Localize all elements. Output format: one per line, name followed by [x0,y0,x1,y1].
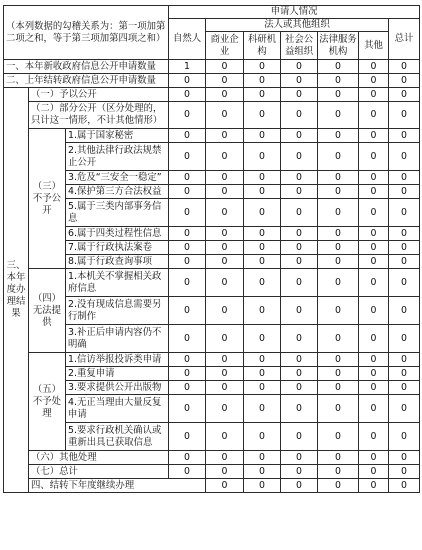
cell-value: 0 [389,451,420,465]
cell-value: 0 [318,199,359,227]
cell-value: 0 [169,88,206,102]
cell-value: 0 [389,102,420,129]
row-label: 7.属于行政执法案卷 [66,241,169,255]
cell-value: 0 [281,451,318,465]
cell-value: 0 [389,395,420,423]
cell-value: 0 [206,465,244,479]
cell-value: 0 [359,451,389,465]
cell-value: 0 [169,102,206,129]
table-row [4,479,420,493]
group-label: （四）无法提供 [29,269,66,353]
cell-value: 0 [281,74,318,88]
row-label: 一、本年新收政府信息公开申请数量 [4,60,169,74]
row-label: 3.危及“三安全一稳定” [66,171,169,185]
cell-value: 0 [206,129,244,143]
cell-value: 0 [389,297,420,325]
table-row [4,102,420,129]
cell-value: 0 [206,227,244,241]
cell-value: 0 [169,129,206,143]
cell-value: 0 [359,269,389,297]
cell-value: 0 [244,297,281,325]
cell-value: 0 [244,269,281,297]
table-row [4,185,420,199]
cell-value: 0 [206,102,244,129]
table-row [4,465,420,479]
cell-value: 0 [318,241,359,255]
cell-value: 0 [359,143,389,171]
cell-value: 0 [169,451,206,465]
cell-value: 0 [281,255,318,269]
section-three-label: 三、本年度办理结果 [4,88,29,493]
cell-value: 0 [318,129,359,143]
cell-value: 0 [206,185,244,199]
header-note: （本列数据的勾稽关系为：第一项加第二项之和，等于第三项加第四项之和） [4,6,169,60]
group-label: （五）不予处理 [29,353,66,451]
cell-value: 0 [281,395,318,423]
cell-value: 0 [318,423,359,451]
cell-value: 0 [169,269,206,297]
cell-value: 0 [244,88,281,102]
cell-value: 0 [169,381,206,395]
cell-value: 0 [359,171,389,185]
cell-value: 0 [359,74,389,88]
header-legal-service: 法律服务机构 [318,32,359,60]
table-row [4,325,420,353]
row-label: （六）其他处理 [29,451,169,465]
cell-value: 0 [281,88,318,102]
cell-value: 1 [169,60,206,74]
disclosure-table [3,5,420,493]
cell-value: 0 [359,325,389,353]
cell-value: 0 [169,297,206,325]
cell-value: 0 [169,395,206,423]
table-row [4,381,420,395]
cell-value: 0 [206,297,244,325]
cell-value: 0 [169,227,206,241]
cell-value: 0 [318,185,359,199]
cell-value: 0 [244,395,281,423]
cell-value: 0 [281,269,318,297]
cell-value: 0 [318,479,359,493]
cell-value: 0 [359,241,389,255]
disclosure-table-container [3,5,419,493]
table-row [4,60,420,74]
cell-value: 0 [244,241,281,255]
row-label: （二）部分公开（区分处理的，只计这一情形，不计其他情形） [29,102,169,129]
table-row [4,171,420,185]
cell-value: 0 [169,241,206,255]
cell-value: 0 [244,381,281,395]
cell-value: 0 [359,88,389,102]
cell-value: 0 [389,325,420,353]
cell-value: 0 [206,143,244,171]
table-row [4,129,420,143]
cell-value: 0 [359,185,389,199]
cell-value: 0 [281,185,318,199]
cell-value: 0 [318,171,359,185]
row-label: 二、上年结转政府信息公开申请数量 [4,74,169,88]
cell-value: 0 [389,269,420,297]
row-label: 2.其他法律行政法规禁止公开 [66,143,169,171]
cell-value: 0 [389,199,420,227]
cell-value: 0 [206,74,244,88]
cell-value: 0 [389,129,420,143]
cell-value: 0 [318,451,359,465]
cell-value: 0 [244,325,281,353]
cell-value: 0 [318,88,359,102]
row-label: 2.没有现成信息需要另行制作 [66,297,169,325]
cell-value: 0 [389,353,420,367]
cell-value: 0 [169,185,206,199]
cell-value: 0 [244,60,281,74]
cell-value: 0 [244,255,281,269]
table-row [4,227,420,241]
cell-value: 0 [359,423,389,451]
cell-value: 0 [389,367,420,381]
table-row [4,353,420,367]
cell-value: 0 [389,255,420,269]
cell-value: 0 [318,255,359,269]
row-label: （七）总计 [29,465,169,479]
cell-value: 0 [318,395,359,423]
row-label: 3.补正后申请内容仍不明确 [66,325,169,353]
cell-value: 0 [206,353,244,367]
cell-value: 0 [318,381,359,395]
cell-value: 0 [389,143,420,171]
header-other: 其他 [359,32,389,60]
cell-value: 0 [244,227,281,241]
cell-value: 0 [359,227,389,241]
cell-value: 0 [318,325,359,353]
cell-value: 0 [389,88,420,102]
cell-value: 0 [389,74,420,88]
cell-value: 0 [389,171,420,185]
cell-value: 0 [281,241,318,255]
header-research: 科研机构 [244,32,281,60]
cell-value: 0 [206,479,244,493]
header-applicant: 申请人情况 [169,6,420,19]
cell-value: 0 [359,465,389,479]
table-row [4,423,420,451]
table-row [4,241,420,255]
cell-value: 0 [359,381,389,395]
cell-value: 0 [281,199,318,227]
cell-value: 0 [281,297,318,325]
row-label: 1.本机关不掌握相关政府信息 [66,269,169,297]
cell-value: 0 [206,395,244,423]
cell-value: 0 [244,199,281,227]
cell-value: 0 [281,353,318,367]
cell-value: 0 [206,88,244,102]
table-row [4,367,420,381]
header-commercial: 商业企业 [206,32,244,60]
table-row [4,255,420,269]
row-label: 1.信访举报投诉类申请 [66,353,169,367]
cell-value: 0 [318,367,359,381]
cell-value: 0 [281,171,318,185]
cell-value: 0 [244,171,281,185]
cell-value: 0 [206,325,244,353]
cell-value: 0 [389,241,420,255]
cell-value: 0 [206,423,244,451]
cell-value: 0 [169,423,206,451]
cell-value: 0 [318,143,359,171]
table-row [4,451,420,465]
cell-value: 0 [359,353,389,367]
cell-value: 0 [318,74,359,88]
header-total: 总计 [389,19,420,60]
cell-value: 0 [318,102,359,129]
cell-value: 0 [206,255,244,269]
table-row [4,297,420,325]
table-row [4,395,420,423]
cell-value: 0 [244,479,281,493]
cell-value: 0 [206,199,244,227]
cell-value: 0 [244,185,281,199]
group-label: （三）不予公开 [29,129,66,269]
cell-value: 0 [359,129,389,143]
cell-value: 0 [359,479,389,493]
cell-value: 0 [244,353,281,367]
cell-value: 0 [359,102,389,129]
cell-value: 0 [169,465,206,479]
header-natural-person: 自然人 [169,19,206,60]
cell-value: 0 [244,129,281,143]
cell-value: 0 [169,255,206,269]
cell-value: 0 [281,367,318,381]
cell-value: 0 [359,255,389,269]
cell-value: 0 [389,381,420,395]
cell-value: 0 [206,381,244,395]
row-label: 四、结转下年度继续办理 [29,479,206,493]
cell-value: 0 [389,60,420,74]
cell-value: 0 [359,367,389,381]
cell-value: 0 [244,465,281,479]
row-label: 5.属于三类内部事务信息 [66,199,169,227]
cell-value: 0 [318,297,359,325]
table-row [4,269,420,297]
row-label: 4.无正当理由大量反复申请 [66,395,169,423]
cell-value: 0 [389,479,420,493]
row-label: 2.重复申请 [66,367,169,381]
cell-value: 0 [281,129,318,143]
cell-value: 0 [389,227,420,241]
table-row [4,74,420,88]
cell-value: 0 [359,199,389,227]
cell-value: 0 [206,451,244,465]
cell-value: 0 [206,241,244,255]
row-label: 8.属于行政查询事项 [66,255,169,269]
row-label: （一）予以公开 [29,88,169,102]
cell-value: 0 [281,465,318,479]
row-label: 3.要求提供公开出版物 [66,381,169,395]
cell-value: 0 [281,381,318,395]
cell-value: 0 [389,185,420,199]
cell-value: 0 [169,74,206,88]
cell-value: 0 [318,60,359,74]
cell-value: 0 [389,465,420,479]
cell-value: 0 [206,60,244,74]
row-label: 4.保护第三方合法权益 [66,185,169,199]
cell-value: 0 [206,269,244,297]
cell-value: 0 [281,423,318,451]
cell-value: 0 [281,227,318,241]
cell-value: 0 [359,395,389,423]
cell-value: 0 [206,367,244,381]
cell-value: 0 [169,171,206,185]
row-label: 1.属于国家秘密 [66,129,169,143]
cell-value: 0 [281,325,318,353]
row-label: 6.属于四类过程性信息 [66,227,169,241]
row-label: 5.要求行政机关确认或重新出具已获取信息 [66,423,169,451]
cell-value: 0 [244,74,281,88]
cell-value: 0 [318,465,359,479]
cell-value: 0 [169,367,206,381]
cell-value: 0 [281,143,318,171]
cell-value: 0 [281,60,318,74]
cell-value: 0 [169,143,206,171]
cell-value: 0 [244,367,281,381]
cell-value: 0 [244,143,281,171]
header-social: 社会公益组织 [281,32,318,60]
cell-value: 0 [318,227,359,241]
cell-value: 0 [169,199,206,227]
cell-value: 0 [169,353,206,367]
table-row [4,88,420,102]
cell-value: 0 [169,325,206,353]
cell-value: 0 [281,102,318,129]
table-row [4,143,420,171]
cell-value: 0 [281,479,318,493]
cell-value: 0 [389,423,420,451]
cell-value: 0 [318,269,359,297]
cell-value: 0 [318,353,359,367]
cell-value: 0 [244,451,281,465]
header-legal-org: 法人或其他组织 [206,19,389,32]
cell-value: 0 [244,102,281,129]
cell-value: 0 [244,423,281,451]
cell-value: 0 [206,171,244,185]
cell-value: 0 [359,297,389,325]
cell-value: 0 [359,60,389,74]
table-row [4,199,420,227]
